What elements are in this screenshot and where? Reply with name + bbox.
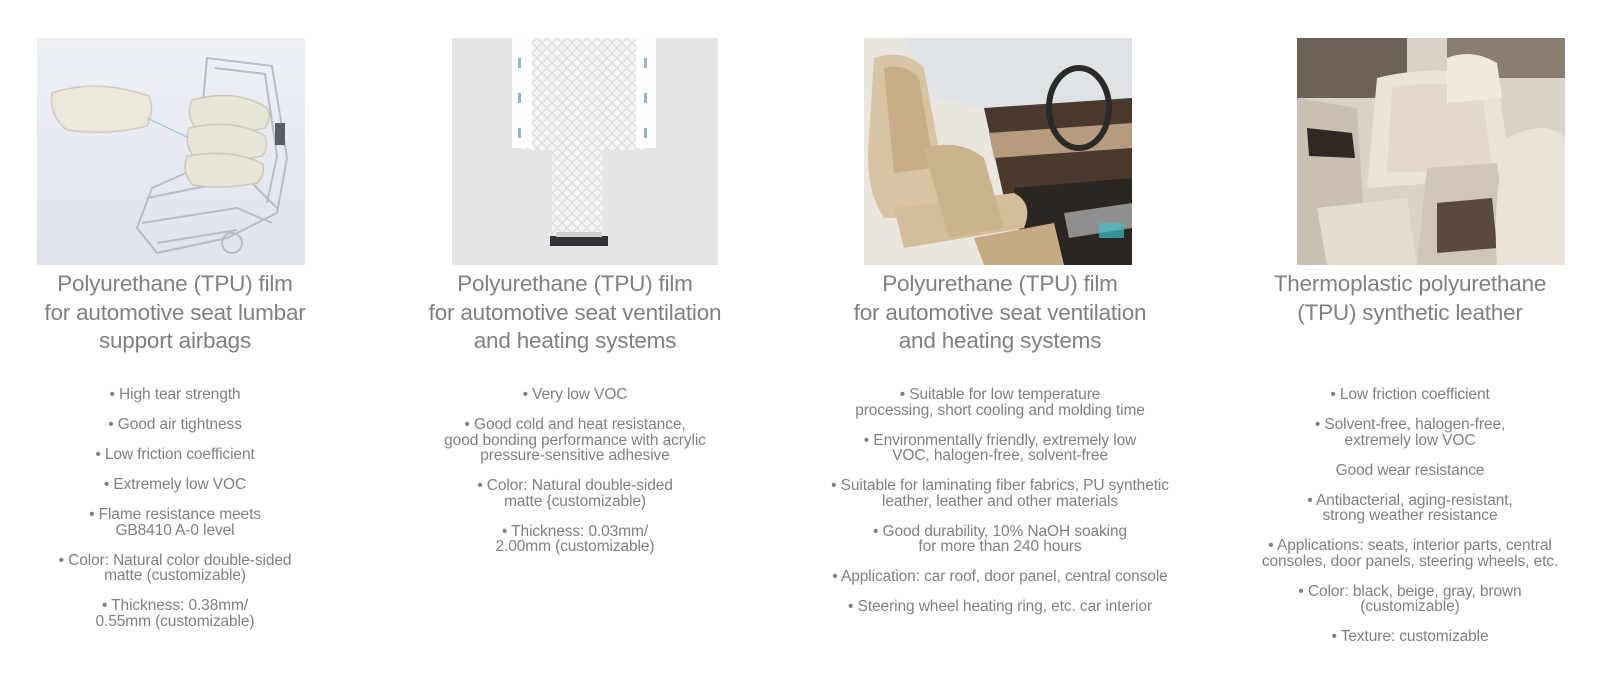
feature-line: matte (customizable)	[104, 567, 246, 584]
feature-line: • Color: Natural color double-sided	[58, 551, 292, 569]
feature-line: • Steering wheel heating ring, etc. car interior	[848, 598, 1152, 615]
feature-line: matte {customizable)	[504, 492, 646, 510]
title-line: and heating systems	[473, 328, 677, 353]
product-title	[800, 270, 1200, 356]
luxury-rear-seats-image	[1297, 38, 1565, 265]
feature-line: • Environmentally friendly, extremely low	[863, 431, 1137, 449]
feature-line: • Antibacterial, aging-resistant,	[1307, 491, 1513, 509]
feature-item	[1240, 493, 1580, 524]
feature-line: GB8410 A-0 level	[115, 521, 235, 539]
ventilation-film-pad-image	[452, 38, 718, 265]
feature-item	[1240, 463, 1580, 479]
feature-line: leather, leather and other materials	[882, 492, 1118, 510]
feature-item	[0, 598, 350, 629]
feature-item	[1240, 584, 1580, 615]
feature-line: • Suitable for laminating fiber fabrics, PU synthetic	[831, 477, 1169, 494]
feature-item	[0, 387, 350, 403]
product-card-car-interior-film	[800, 0, 1200, 692]
feature-item	[1240, 387, 1580, 403]
feature-item	[410, 417, 740, 464]
feature-line: • Good air tightness	[108, 416, 242, 433]
feature-line: • Color: black, beige, gray, brown	[1298, 582, 1522, 600]
feature-item	[0, 507, 350, 538]
feature-line: processing, short cooling and molding time	[855, 401, 1145, 419]
feature-line: extremely low VOC	[1344, 431, 1476, 449]
title-line: Polyurethane (TPU) film	[57, 271, 293, 296]
feature-line: VOC, halogen-free, solvent-free	[892, 447, 1108, 464]
feature-line: • Thickness: 0.38mm/	[101, 597, 249, 614]
feature-line: • Good durability, 10% NaOH soaking	[872, 522, 1128, 540]
title-line: for automotive seat ventilation	[428, 299, 722, 325]
title-line: for automotive seat lumbar	[44, 299, 306, 325]
feature-item	[0, 417, 350, 433]
feature-line: • Flame resistance meets	[89, 506, 261, 523]
feature-line: • Texture: customizable	[1331, 628, 1489, 645]
feature-line: consoles, door panels, steering wheels, etc.	[1261, 552, 1559, 570]
feature-list	[800, 387, 1200, 629]
title-line: and heating systems	[898, 328, 1102, 353]
feature-item	[0, 477, 350, 493]
car-interior-front-seats-image	[864, 38, 1132, 265]
feature-line: good bonding performance with acrylic	[444, 431, 706, 449]
feature-line: • Thickness: 0.03mm/	[501, 522, 649, 540]
title-line: support airbags	[98, 328, 252, 353]
feature-line: • Suitable for low temperature	[899, 386, 1101, 403]
title-line: Thermoplastic polyurethane	[1273, 271, 1547, 296]
feature-line: • Solvent-free, halogen-free,	[1314, 416, 1506, 433]
feature-item	[800, 599, 1200, 615]
feature-item	[800, 387, 1200, 418]
feature-item	[410, 524, 740, 555]
product-card-synthetic-leather	[1240, 0, 1580, 692]
title-line: Polyurethane (TPU) film	[457, 271, 693, 296]
feature-item	[800, 569, 1200, 585]
feature-item	[1240, 629, 1580, 645]
feature-line: • Low friction coefficient	[1330, 386, 1490, 403]
feature-item	[1240, 538, 1580, 569]
feature-list	[410, 387, 740, 569]
feature-line: • Good cold and heat resistance,	[464, 416, 686, 433]
feature-item	[410, 387, 740, 403]
product-card-ventilation-film	[410, 0, 740, 692]
feature-line: pressure-sensitive adhesive	[480, 447, 670, 464]
feature-item	[800, 433, 1200, 464]
feature-item	[0, 447, 350, 463]
feature-line: • Extremely low VOC	[103, 476, 247, 493]
feature-item	[800, 478, 1200, 509]
product-card-lumbar-airbag	[0, 0, 350, 692]
feature-line: 0.55mm (customizable)	[95, 612, 255, 630]
feature-line: • High tear strength	[109, 386, 241, 403]
feature-item	[0, 553, 350, 584]
feature-line: Good wear resistance	[1335, 461, 1485, 479]
feature-item	[410, 478, 740, 509]
feature-line: strong weather resistance	[1322, 507, 1498, 524]
title-line: for automotive seat ventilation	[853, 299, 1147, 325]
feature-line: • Color: Natural double-sided	[477, 477, 673, 494]
product-title	[410, 270, 740, 356]
title-line: (TPU) synthetic leather	[1297, 299, 1523, 325]
feature-line: 2.00mm (customizable)	[495, 538, 655, 555]
seat-lumbar-airbag-image	[37, 38, 305, 265]
feature-list	[1240, 387, 1580, 659]
feature-line: • Applications: seats, interior parts, central	[1268, 537, 1552, 554]
feature-line: • Application: car roof, door panel, central console	[832, 568, 1168, 585]
product-title	[0, 270, 350, 356]
feature-item	[1240, 417, 1580, 448]
feature-line: for more than 240 hours	[918, 538, 1082, 555]
feature-line: (customizable)	[1360, 598, 1460, 615]
feature-line: • Very low VOC	[522, 386, 628, 403]
feature-line: • Low friction coefficient	[95, 446, 255, 463]
feature-list	[0, 387, 350, 644]
product-title	[1240, 270, 1580, 327]
title-line: Polyurethane (TPU) film	[882, 271, 1118, 296]
feature-item	[800, 524, 1200, 555]
